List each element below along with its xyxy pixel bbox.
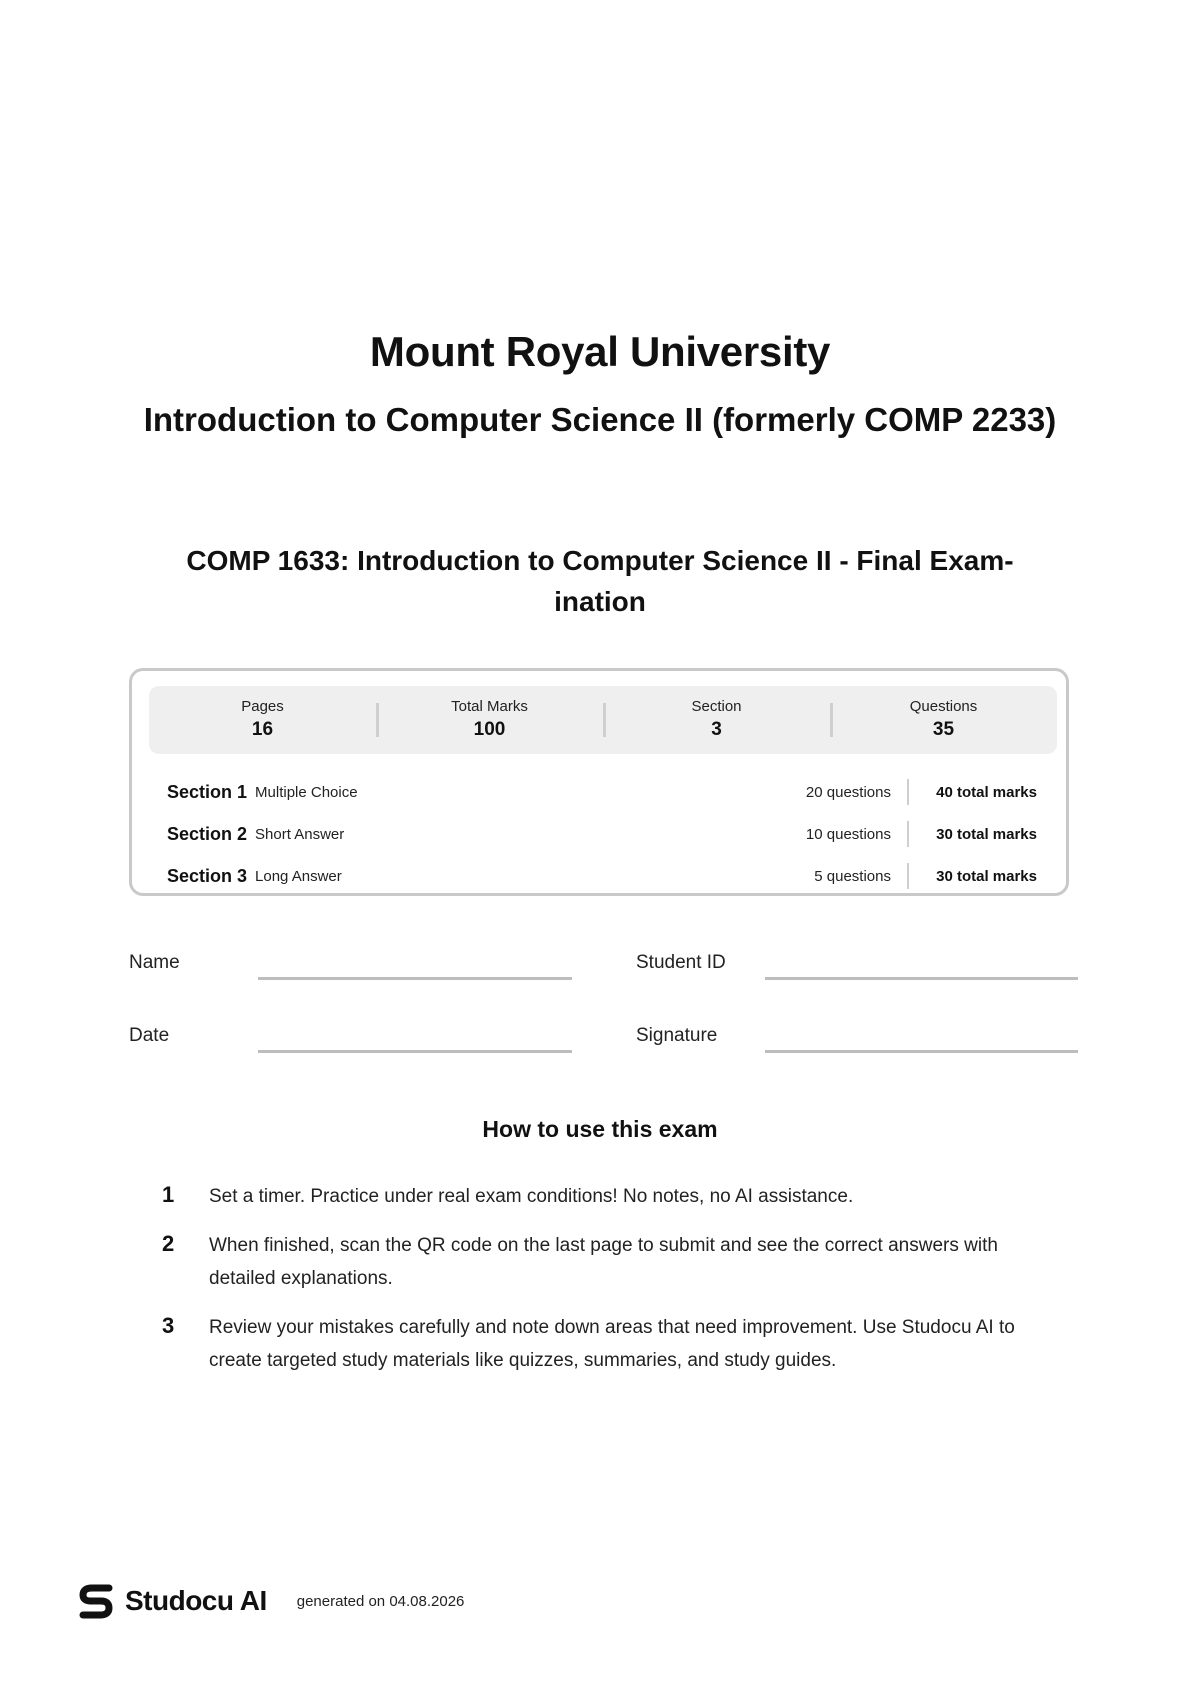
- section-marks: 40 total marks: [936, 783, 1037, 801]
- exam-summary-box: [129, 668, 1069, 896]
- howto-step-1: [162, 1180, 1062, 1213]
- exam-title-line: ination: [554, 586, 646, 617]
- stat-value: 16: [251, 719, 274, 740]
- section-divider: [907, 863, 909, 889]
- stat-pages: [149, 686, 376, 754]
- stat-label: Section: [691, 698, 742, 715]
- stats-band: [149, 686, 1057, 754]
- signature-line[interactable]: [765, 1050, 1078, 1053]
- howto-step-3: [162, 1311, 1062, 1377]
- stat-section: [603, 686, 830, 754]
- signature-label: Signature: [636, 1025, 718, 1046]
- stat-value: 35: [932, 719, 955, 740]
- university-name: Mount Royal University: [369, 328, 831, 375]
- footer: [78, 1582, 464, 1620]
- step-number: 3: [162, 1313, 175, 1338]
- section-marks: 30 total marks: [936, 825, 1037, 843]
- name-label: Name: [129, 952, 180, 973]
- step-text: When finished, scan the QR code on the last page to submit and see the correct answers with detailed explanations.: [209, 1235, 998, 1289]
- generated-date: generated on 04.08.2026: [296, 1592, 465, 1610]
- student-id-line[interactable]: [765, 977, 1078, 980]
- exam-title: [120, 540, 1080, 622]
- howto-title: How to use this exam: [482, 1116, 718, 1142]
- stat-label: Pages: [241, 698, 284, 715]
- stat-value: 3: [711, 719, 722, 740]
- exam-title-line: COMP 1633: Introduction to Computer Science II - Final Exam-: [186, 545, 1014, 576]
- section-questions: 10 questions: [805, 825, 891, 843]
- howto-step-2: [162, 1229, 1062, 1295]
- brand-name: Studocu AI: [125, 1585, 267, 1616]
- section-marks: 30 total marks: [936, 867, 1037, 885]
- studocu-logo-icon: [78, 1582, 114, 1620]
- stat-total-marks: [376, 686, 603, 754]
- stat-label: Total Marks: [451, 698, 528, 715]
- section-divider: [907, 779, 909, 805]
- section-name: Section 1: [167, 781, 248, 802]
- stat-questions: [830, 686, 1057, 754]
- date-line[interactable]: [258, 1050, 572, 1053]
- name-line[interactable]: [258, 977, 572, 980]
- step-number: 1: [162, 1182, 175, 1207]
- stat-label: Questions: [909, 698, 978, 715]
- section-questions: 5 questions: [814, 867, 891, 885]
- course-title: Introduction to Computer Science II (formerly COMP 2233): [143, 401, 1057, 438]
- section-type: Short Answer: [255, 825, 345, 843]
- section-name: Section 3: [167, 865, 248, 886]
- section-questions: 20 questions: [805, 783, 891, 801]
- section-divider: [907, 821, 909, 847]
- section-row-3: [167, 861, 1037, 891]
- step-number: 2: [162, 1231, 175, 1256]
- stat-value: 100: [473, 719, 506, 740]
- section-type: Multiple Choice: [255, 783, 358, 801]
- section-type: Long Answer: [255, 867, 342, 885]
- student-id-label: Student ID: [636, 952, 726, 973]
- section-row-1: [167, 777, 1037, 807]
- section-row-2: [167, 819, 1037, 849]
- step-text: Review your mistakes carefully and note down areas that need improvement. Use Studocu AI to create targeted study materials like quizzes, summaries, and study guides.: [209, 1317, 1015, 1371]
- step-text: Set a timer. Practice under real exam conditions! No notes, no AI assistance.: [209, 1186, 854, 1207]
- section-name: Section 2: [167, 823, 248, 844]
- date-label: Date: [129, 1025, 170, 1046]
